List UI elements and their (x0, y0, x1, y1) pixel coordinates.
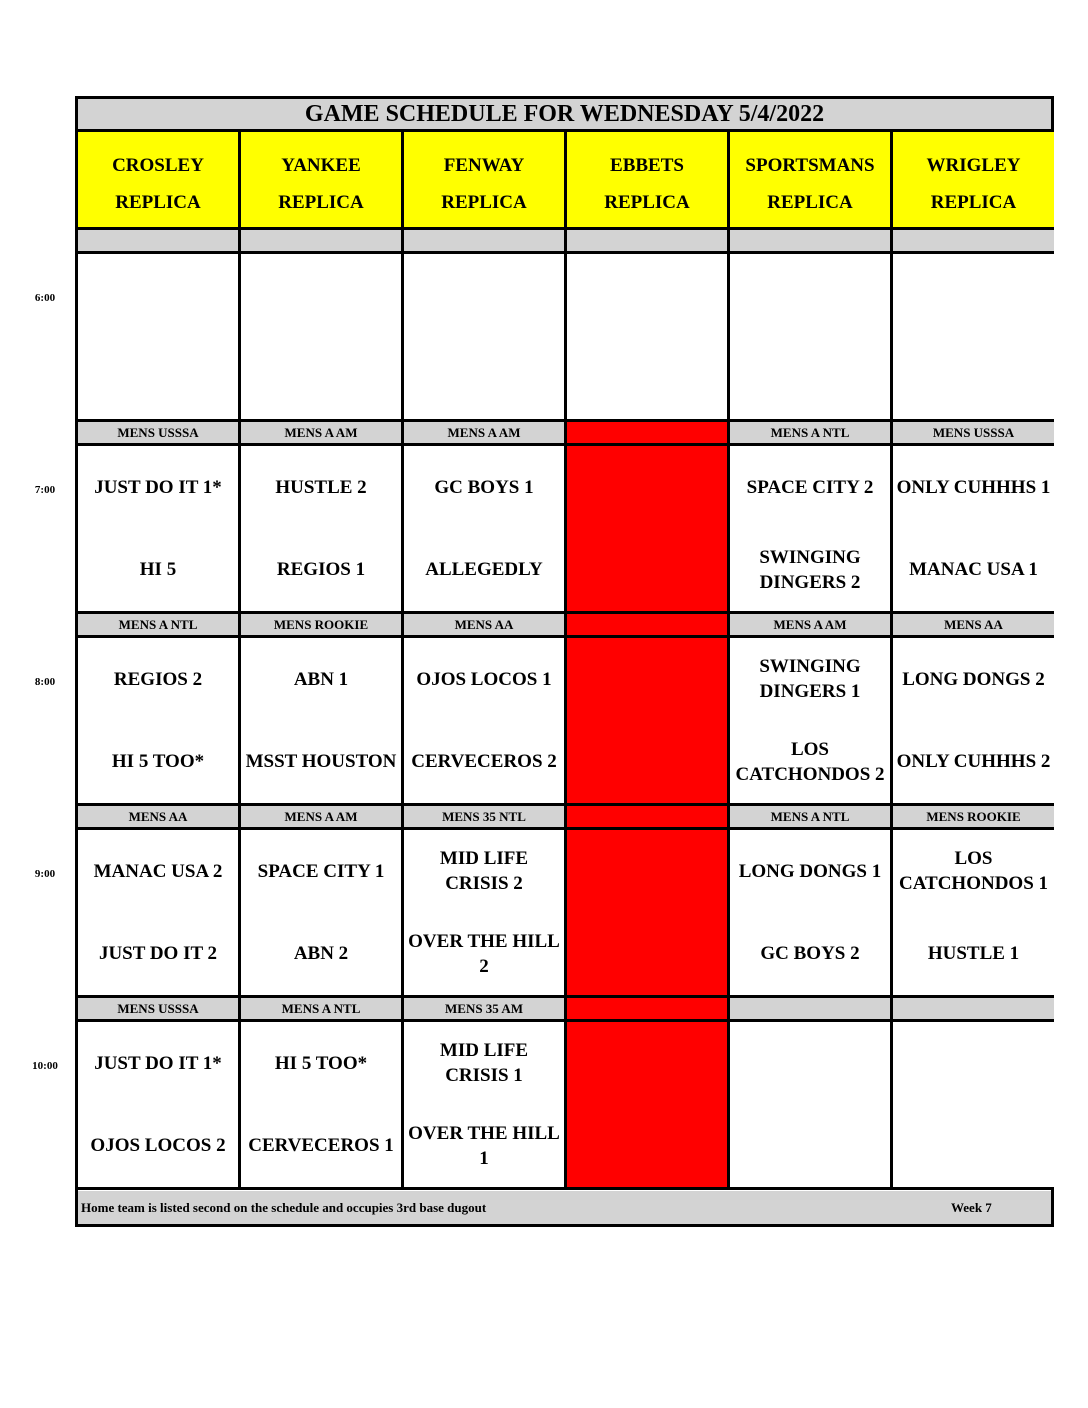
division-label: MENS A AM (404, 422, 567, 446)
home-team: JUST DO IT 2 (98, 943, 218, 965)
home-team: HI 5 TOO* (111, 751, 205, 773)
away-team: REGIOS 2 (113, 668, 203, 690)
field-subtitle: REPLICA (278, 192, 364, 213)
field-name: CROSLEY (112, 155, 204, 176)
away-team: JUST DO IT 1* (94, 476, 222, 498)
home-team: CERVECEROS 2 (411, 751, 557, 773)
away-team: GC BOYS 1 (434, 476, 534, 498)
game-cell (78, 446, 241, 614)
field-subtitle: REPLICA (767, 192, 853, 213)
empty-cell (241, 254, 404, 422)
empty-cell (404, 254, 567, 422)
division-label: MENS ROOKIE (893, 806, 1054, 830)
field-name: WRIGLEY (926, 155, 1021, 176)
field-header (567, 132, 730, 230)
division-label: MENS AA (404, 614, 567, 638)
schedule-title: GAME SCHEDULE FOR WEDNESDAY 5/4/2022 (78, 99, 1051, 132)
home-team: CERVECEROS 1 (248, 1135, 394, 1157)
home-team: GC BOYS 2 (760, 943, 860, 965)
away-team: HI 5 TOO* (274, 1052, 368, 1074)
field-header (893, 132, 1054, 230)
empty-cell (730, 254, 893, 422)
empty-cell (893, 1022, 1054, 1190)
division-label: MENS USSSA (78, 998, 241, 1022)
schedule-footer (78, 1191, 1051, 1224)
field-subtitle: REPLICA (604, 192, 690, 213)
header-band (78, 230, 241, 254)
game-cell (241, 446, 404, 614)
game-cell (404, 830, 567, 998)
closed-field-band (567, 422, 730, 446)
division-label: MENS ROOKIE (241, 614, 404, 638)
home-team: HI 5 (139, 559, 177, 581)
home-team: ALLEGEDLY (425, 559, 543, 581)
game-cell (730, 830, 893, 998)
field-header (241, 132, 404, 230)
away-team: MANAC USA 2 (93, 860, 223, 882)
closed-field-cell (567, 830, 730, 998)
game-cell (78, 830, 241, 998)
closed-field-band (567, 806, 730, 830)
game-cell (241, 830, 404, 998)
home-team: ONLY CUHHHS 2 (896, 751, 1051, 773)
empty-cell (730, 1022, 893, 1190)
division-label (730, 998, 893, 1022)
away-team: OJOS LOCOS 1 (416, 668, 552, 690)
home-team: OVER THE HILL 1 (408, 1122, 560, 1169)
home-team: MANAC USA 1 (909, 559, 1038, 581)
closed-field-cell (567, 1022, 730, 1190)
closed-field-band (567, 614, 730, 638)
division-label: MENS USSSA (78, 422, 241, 446)
home-team: HUSTLE 1 (927, 943, 1020, 965)
header-band (893, 230, 1054, 254)
game-cell (893, 830, 1054, 998)
away-team: SWINGING DINGERS 1 (759, 656, 861, 703)
division-label: MENS A AM (241, 422, 404, 446)
away-team: HUSTLE 2 (275, 476, 367, 498)
away-team: MID LIFE CRISIS 2 (439, 848, 529, 895)
home-team: MSST HOUSTON (245, 751, 397, 773)
closed-field-cell (567, 638, 730, 806)
home-team: SWINGING DINGERS 2 (759, 546, 861, 593)
division-label: MENS A AM (730, 614, 893, 638)
game-cell (893, 446, 1054, 614)
division-label: MENS A NTL (78, 614, 241, 638)
empty-cell (893, 254, 1054, 422)
field-subtitle: REPLICA (441, 192, 527, 213)
time-label: 8:00 (34, 676, 56, 688)
closed-field-band (567, 998, 730, 1022)
game-cell (404, 638, 567, 806)
away-team: LONG DONGS 1 (738, 860, 882, 882)
empty-cell (78, 254, 241, 422)
closed-field-cell (567, 446, 730, 614)
away-team: JUST DO IT 1* (94, 1052, 222, 1074)
division-label: MENS AA (78, 806, 241, 830)
away-team: ABN 1 (293, 668, 349, 690)
home-team: LOS CATCHONDOS 2 (735, 738, 885, 785)
field-subtitle: REPLICA (115, 192, 201, 213)
game-cell (404, 1022, 567, 1190)
division-label: MENS A NTL (730, 806, 893, 830)
time-label: 6:00 (34, 292, 56, 304)
division-label: MENS 35 NTL (404, 806, 567, 830)
field-name: EBBETS (610, 155, 684, 176)
field-header (730, 132, 893, 230)
game-cell (893, 638, 1054, 806)
away-team: LONG DONGS 2 (902, 668, 1045, 690)
game-cell (78, 638, 241, 806)
division-label: MENS 35 AM (404, 998, 567, 1022)
away-team: MID LIFE CRISIS 1 (439, 1040, 529, 1087)
week-label: Week 7 (951, 1200, 992, 1215)
time-label: 9:00 (34, 868, 56, 880)
game-cell (241, 638, 404, 806)
header-band (241, 230, 404, 254)
away-team: SPACE CITY 2 (746, 476, 874, 498)
away-team: LOS CATCHONDOS 1 (898, 848, 1049, 895)
time-label: 10:00 (32, 1060, 58, 1072)
empty-cell (567, 254, 730, 422)
away-team: SPACE CITY 1 (257, 860, 385, 882)
division-label: MENS A NTL (241, 998, 404, 1022)
field-name: YANKEE (281, 155, 361, 176)
division-label (893, 998, 1054, 1022)
division-label: MENS AA (893, 614, 1054, 638)
division-label: MENS USSSA (893, 422, 1054, 446)
home-team: REGIOS 1 (276, 559, 366, 581)
division-label: MENS A NTL (730, 422, 893, 446)
field-name: SPORTSMANS (745, 155, 875, 176)
game-cell (730, 446, 893, 614)
game-cell (241, 1022, 404, 1190)
game-cell (730, 638, 893, 806)
home-team: OJOS LOCOS 2 (90, 1135, 226, 1157)
away-team: ONLY CUHHHS 1 (896, 476, 1051, 498)
field-subtitle: REPLICA (930, 192, 1017, 213)
home-team: OVER THE HILL 2 (408, 930, 560, 977)
game-cell (78, 1022, 241, 1190)
division-label: MENS A AM (241, 806, 404, 830)
schedule-table (75, 96, 1054, 1227)
field-name: FENWAY (443, 155, 525, 176)
game-cell (404, 446, 567, 614)
home-team: ABN 2 (293, 943, 349, 965)
header-band (730, 230, 893, 254)
header-band (404, 230, 567, 254)
footer-note: Home team is listed second on the schedule and occupies 3rd base dugout (81, 1200, 487, 1215)
header-band (567, 230, 730, 254)
field-header (404, 132, 567, 230)
field-header (78, 132, 241, 230)
time-label: 7:00 (34, 484, 56, 496)
